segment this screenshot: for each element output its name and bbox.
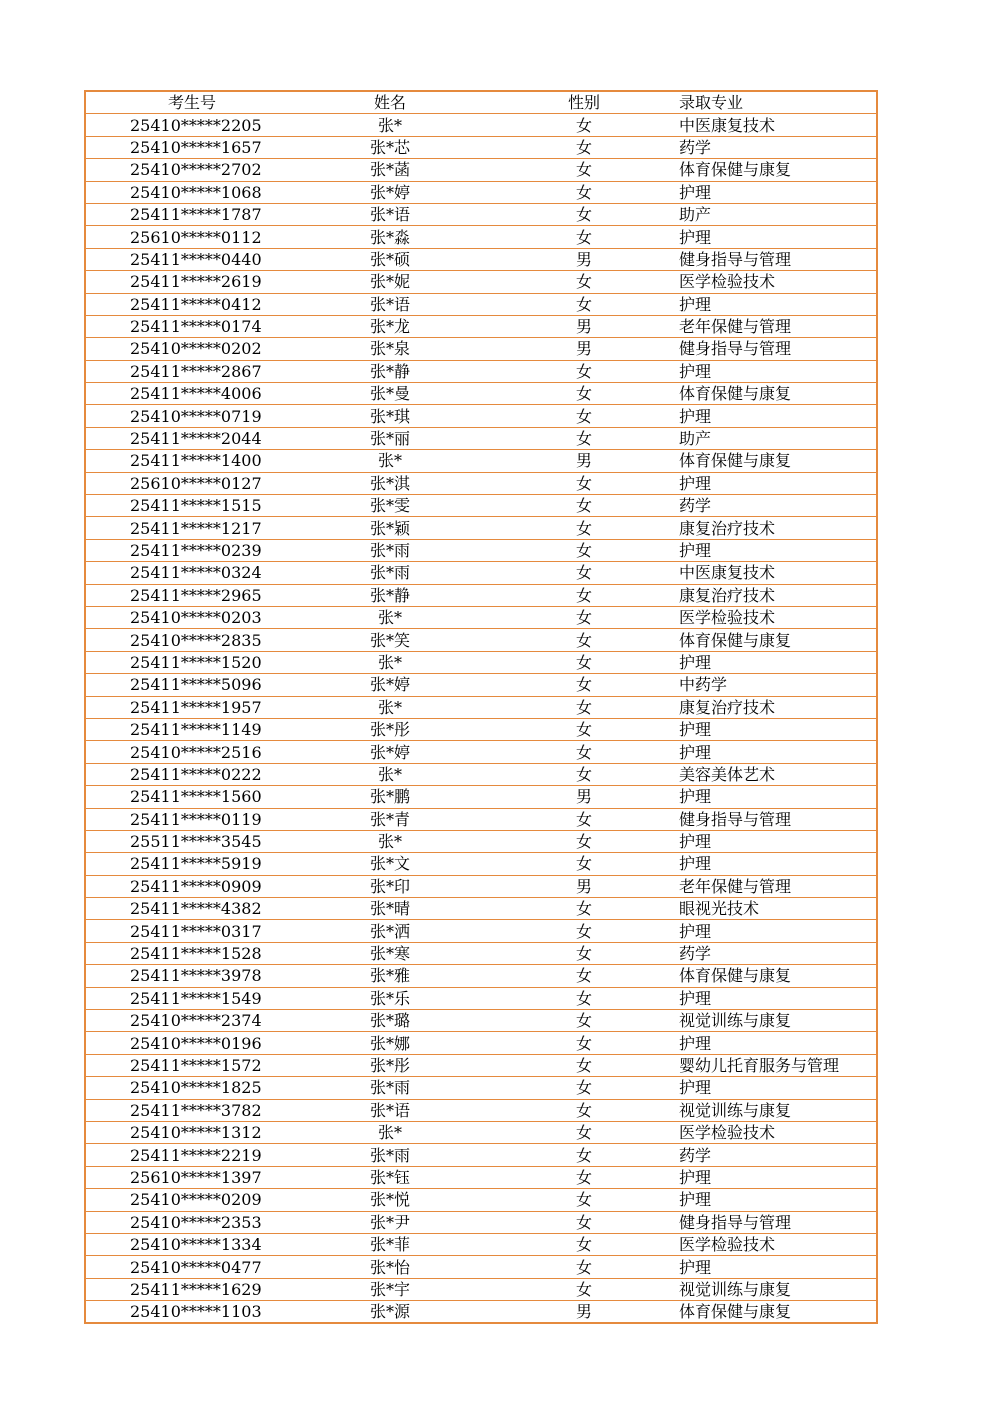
- cell-gender: 男: [489, 1301, 679, 1324]
- table-row: [85, 1099, 877, 1121]
- cell-exam-id: 25411*****1560: [85, 786, 291, 808]
- cell-major: 健身指导与管理: [679, 338, 877, 360]
- table-row: [85, 1301, 877, 1324]
- cell-major: 护理: [679, 226, 877, 248]
- table-row: [85, 965, 877, 987]
- cell-name: 张*淼: [291, 226, 489, 248]
- cell-exam-id: 25411*****4382: [85, 898, 291, 920]
- cell-gender: 女: [489, 1211, 679, 1233]
- cell-major: 医学检验技术: [679, 1233, 877, 1255]
- cell-gender: 女: [489, 203, 679, 225]
- table-row: [85, 405, 877, 427]
- table-row: [85, 1256, 877, 1278]
- cell-gender: 男: [489, 786, 679, 808]
- table-row: [85, 1189, 877, 1211]
- cell-gender: 女: [489, 696, 679, 718]
- cell-exam-id: 25410*****1103: [85, 1301, 291, 1324]
- cell-major: 婴幼儿托育服务与管理: [679, 1054, 877, 1076]
- cell-exam-id: 25411*****4006: [85, 383, 291, 405]
- cell-gender: 女: [489, 629, 679, 651]
- cell-major: 视觉训练与康复: [679, 1010, 877, 1032]
- cell-gender: 男: [489, 450, 679, 472]
- table-row: [85, 248, 877, 270]
- table-row: [85, 1233, 877, 1255]
- cell-exam-id: 25411*****1549: [85, 987, 291, 1009]
- cell-exam-id: 25411*****2965: [85, 584, 291, 606]
- cell-gender: 女: [489, 920, 679, 942]
- cell-gender: 女: [489, 136, 679, 158]
- header-row: [85, 91, 877, 114]
- cell-exam-id: 25411*****0317: [85, 920, 291, 942]
- cell-major: 护理: [679, 405, 877, 427]
- cell-exam-id: 25411*****1629: [85, 1278, 291, 1300]
- cell-name: 张*彤: [291, 1054, 489, 1076]
- cell-gender: 女: [489, 606, 679, 628]
- cell-exam-id: 25410*****0719: [85, 405, 291, 427]
- cell-gender: 女: [489, 1189, 679, 1211]
- cell-gender: 女: [489, 427, 679, 449]
- cell-gender: 女: [489, 181, 679, 203]
- cell-name: 张*菲: [291, 1233, 489, 1255]
- cell-name: 张*青: [291, 808, 489, 830]
- cell-exam-id: 25411*****0174: [85, 315, 291, 337]
- cell-gender: 女: [489, 1144, 679, 1166]
- cell-exam-id: 25410*****1068: [85, 181, 291, 203]
- table-row: [85, 830, 877, 852]
- cell-name: 张*雯: [291, 495, 489, 517]
- table-row: [85, 495, 877, 517]
- cell-major: 康复治疗技术: [679, 517, 877, 539]
- cell-major: 眼视光技术: [679, 898, 877, 920]
- cell-major: 体育保健与康复: [679, 159, 877, 181]
- table-row: [85, 629, 877, 651]
- cell-gender: 女: [489, 898, 679, 920]
- cell-major: 康复治疗技术: [679, 584, 877, 606]
- cell-name: 张*笑: [291, 629, 489, 651]
- cell-major: 医学检验技术: [679, 606, 877, 628]
- cell-major: 健身指导与管理: [679, 808, 877, 830]
- cell-gender: 女: [489, 1278, 679, 1300]
- header-gender: 性别: [567, 93, 600, 113]
- cell-name: 张*乐: [291, 987, 489, 1009]
- cell-major: 药学: [679, 942, 877, 964]
- cell-gender: 女: [489, 987, 679, 1009]
- cell-gender: 女: [489, 1166, 679, 1188]
- cell-exam-id: 25411*****5096: [85, 674, 291, 696]
- cell-name: 张*洒: [291, 920, 489, 942]
- cell-exam-id: 25411*****1528: [85, 942, 291, 964]
- cell-major: 中药学: [679, 674, 877, 696]
- table-row: [85, 136, 877, 158]
- cell-name: 张*静: [291, 360, 489, 382]
- cell-major: 康复治疗技术: [679, 696, 877, 718]
- cell-gender: 女: [489, 763, 679, 785]
- cell-exam-id: 25610*****0127: [85, 472, 291, 494]
- cell-exam-id: 25511*****3545: [85, 830, 291, 852]
- cell-major: 助产: [679, 203, 877, 225]
- cell-major: 健身指导与管理: [679, 1211, 877, 1233]
- table-row: [85, 674, 877, 696]
- cell-exam-id: 25410*****0202: [85, 338, 291, 360]
- cell-gender: 男: [489, 315, 679, 337]
- cell-major: 医学检验技术: [679, 271, 877, 293]
- cell-major: 健身指导与管理: [679, 248, 877, 270]
- cell-name: 张*菡: [291, 159, 489, 181]
- table-row: [85, 1054, 877, 1076]
- cell-name: 张*曼: [291, 383, 489, 405]
- cell-name: 张*悦: [291, 1189, 489, 1211]
- cell-major: 护理: [679, 830, 877, 852]
- table-row: [85, 472, 877, 494]
- cell-exam-id: 25410*****2205: [85, 114, 291, 136]
- cell-gender: 女: [489, 383, 679, 405]
- cell-name: 张*龙: [291, 315, 489, 337]
- cell-name: 张*婷: [291, 181, 489, 203]
- cell-name: 张*文: [291, 853, 489, 875]
- table-row: [85, 427, 877, 449]
- cell-gender: 女: [489, 741, 679, 763]
- table-row: [85, 606, 877, 628]
- cell-exam-id: 25410*****0477: [85, 1256, 291, 1278]
- cell-name: 张*娜: [291, 1032, 489, 1054]
- cell-gender: 女: [489, 830, 679, 852]
- cell-name: 张*语: [291, 293, 489, 315]
- cell-name: 张*雨: [291, 562, 489, 584]
- header-exam-id: 考生号: [168, 93, 217, 113]
- cell-exam-id: 25411*****1572: [85, 1054, 291, 1076]
- cell-major: 体育保健与康复: [679, 450, 877, 472]
- cell-gender: 女: [489, 472, 679, 494]
- cell-exam-id: 25411*****1515: [85, 495, 291, 517]
- table-row: [85, 539, 877, 561]
- cell-name: 张*: [291, 606, 489, 628]
- cell-major: 中医康复技术: [679, 114, 877, 136]
- cell-gender: 女: [489, 718, 679, 740]
- cell-exam-id: 25411*****2867: [85, 360, 291, 382]
- table-row: [85, 786, 877, 808]
- cell-major: 护理: [679, 1032, 877, 1054]
- table-row: [85, 203, 877, 225]
- cell-exam-id: 25410*****2835: [85, 629, 291, 651]
- cell-exam-id: 25411*****1787: [85, 203, 291, 225]
- table-row: [85, 942, 877, 964]
- cell-gender: 女: [489, 226, 679, 248]
- table-row: [85, 1121, 877, 1143]
- table-row: [85, 584, 877, 606]
- table-row: [85, 987, 877, 1009]
- cell-major: 护理: [679, 1077, 877, 1099]
- cell-name: 张*寒: [291, 942, 489, 964]
- admission-table: [84, 90, 878, 1324]
- cell-major: 护理: [679, 539, 877, 561]
- cell-name: 张*: [291, 1121, 489, 1143]
- cell-name: 张*静: [291, 584, 489, 606]
- table-row: [85, 1166, 877, 1188]
- cell-gender: 女: [489, 853, 679, 875]
- cell-major: 美容美体艺术: [679, 763, 877, 785]
- cell-name: 张*尹: [291, 1211, 489, 1233]
- cell-name: 张*雨: [291, 1144, 489, 1166]
- cell-gender: 女: [489, 293, 679, 315]
- cell-exam-id: 25610*****1397: [85, 1166, 291, 1188]
- cell-gender: 男: [489, 875, 679, 897]
- cell-exam-id: 25411*****2044: [85, 427, 291, 449]
- cell-exam-id: 25411*****1149: [85, 718, 291, 740]
- cell-name: 张*语: [291, 1099, 489, 1121]
- cell-major: 药学: [679, 1144, 877, 1166]
- cell-gender: 男: [489, 338, 679, 360]
- cell-gender: 女: [489, 1121, 679, 1143]
- cell-exam-id: 25411*****0324: [85, 562, 291, 584]
- cell-name: 张*雨: [291, 539, 489, 561]
- cell-exam-id: 25411*****0440: [85, 248, 291, 270]
- cell-major: 体育保健与康复: [679, 629, 877, 651]
- cell-name: 张*: [291, 450, 489, 472]
- cell-name: 张*妮: [291, 271, 489, 293]
- table-row: [85, 562, 877, 584]
- cell-gender: 女: [489, 808, 679, 830]
- cell-gender: 女: [489, 159, 679, 181]
- cell-gender: 女: [489, 114, 679, 136]
- cell-name: 张*: [291, 696, 489, 718]
- cell-name: 张*宇: [291, 1278, 489, 1300]
- table-row: [85, 383, 877, 405]
- cell-major: 药学: [679, 136, 877, 158]
- cell-major: 老年保健与管理: [679, 875, 877, 897]
- table-row: [85, 226, 877, 248]
- cell-exam-id: 25410*****2702: [85, 159, 291, 181]
- table-row: [85, 1010, 877, 1032]
- cell-name: 张*泉: [291, 338, 489, 360]
- cell-name: 张*印: [291, 875, 489, 897]
- cell-exam-id: 25410*****0203: [85, 606, 291, 628]
- cell-exam-id: 25410*****2516: [85, 741, 291, 763]
- table-row: [85, 741, 877, 763]
- cell-exam-id: 25411*****1400: [85, 450, 291, 472]
- table-row: [85, 1032, 877, 1054]
- cell-exam-id: 25411*****1957: [85, 696, 291, 718]
- cell-name: 张*婷: [291, 674, 489, 696]
- cell-exam-id: 25410*****0196: [85, 1032, 291, 1054]
- cell-exam-id: 25411*****3782: [85, 1099, 291, 1121]
- cell-name: 张*鹏: [291, 786, 489, 808]
- cell-gender: 男: [489, 248, 679, 270]
- cell-name: 张*淇: [291, 472, 489, 494]
- cell-gender: 女: [489, 1010, 679, 1032]
- cell-gender: 女: [489, 1233, 679, 1255]
- cell-major: 护理: [679, 1256, 877, 1278]
- cell-exam-id: 25411*****1217: [85, 517, 291, 539]
- cell-major: 护理: [679, 1189, 877, 1211]
- cell-exam-id: 25411*****3978: [85, 965, 291, 987]
- cell-name: 张*雅: [291, 965, 489, 987]
- cell-exam-id: 25410*****2374: [85, 1010, 291, 1032]
- cell-major: 护理: [679, 293, 877, 315]
- cell-name: 张*硕: [291, 248, 489, 270]
- cell-gender: 女: [489, 360, 679, 382]
- table-row: [85, 718, 877, 740]
- cell-exam-id: 25410*****1334: [85, 1233, 291, 1255]
- cell-exam-id: 25411*****5919: [85, 853, 291, 875]
- table-header: [85, 91, 877, 114]
- cell-exam-id: 25411*****0239: [85, 539, 291, 561]
- cell-exam-id: 25410*****1825: [85, 1077, 291, 1099]
- table-row: [85, 920, 877, 942]
- header-major: 录取专业: [679, 93, 744, 113]
- cell-exam-id: 25610*****0112: [85, 226, 291, 248]
- cell-name: 张*: [291, 651, 489, 673]
- cell-gender: 女: [489, 584, 679, 606]
- cell-name: 张*璐: [291, 1010, 489, 1032]
- table-row: [85, 808, 877, 830]
- table-row: [85, 159, 877, 181]
- cell-name: 张*: [291, 114, 489, 136]
- cell-exam-id: 25411*****0412: [85, 293, 291, 315]
- cell-gender: 女: [489, 271, 679, 293]
- cell-name: 张*彤: [291, 718, 489, 740]
- cell-major: 体育保健与康复: [679, 965, 877, 987]
- cell-exam-id: 25411*****0909: [85, 875, 291, 897]
- cell-name: 张*语: [291, 203, 489, 225]
- cell-major: 护理: [679, 651, 877, 673]
- table-row: [85, 898, 877, 920]
- table-row: [85, 450, 877, 472]
- cell-gender: 女: [489, 405, 679, 427]
- cell-gender: 女: [489, 495, 679, 517]
- cell-gender: 女: [489, 1032, 679, 1054]
- cell-major: 护理: [679, 181, 877, 203]
- cell-major: 护理: [679, 741, 877, 763]
- cell-major: 视觉训练与康复: [679, 1278, 877, 1300]
- cell-name: 张*晴: [291, 898, 489, 920]
- cell-major: 体育保健与康复: [679, 383, 877, 405]
- table-row: [85, 853, 877, 875]
- cell-gender: 女: [489, 1077, 679, 1099]
- cell-name: 张*怡: [291, 1256, 489, 1278]
- cell-name: 张*琪: [291, 405, 489, 427]
- cell-major: 护理: [679, 718, 877, 740]
- table-row: [85, 114, 877, 136]
- cell-gender: 女: [489, 965, 679, 987]
- cell-gender: 女: [489, 1256, 679, 1278]
- cell-exam-id: 25410*****1312: [85, 1121, 291, 1143]
- cell-major: 护理: [679, 360, 877, 382]
- cell-major: 护理: [679, 786, 877, 808]
- cell-gender: 女: [489, 1099, 679, 1121]
- table-row: [85, 271, 877, 293]
- table-row: [85, 517, 877, 539]
- cell-name: 张*钰: [291, 1166, 489, 1188]
- cell-gender: 女: [489, 674, 679, 696]
- table-row: [85, 315, 877, 337]
- cell-major: 医学检验技术: [679, 1121, 877, 1143]
- cell-exam-id: 25410*****1657: [85, 136, 291, 158]
- cell-major: 护理: [679, 472, 877, 494]
- cell-exam-id: 25411*****0222: [85, 763, 291, 785]
- table-row: [85, 875, 877, 897]
- table-row: [85, 651, 877, 673]
- table-row: [85, 338, 877, 360]
- table-body: [85, 114, 877, 1324]
- cell-name: 张*丽: [291, 427, 489, 449]
- cell-name: 张*雨: [291, 1077, 489, 1099]
- cell-major: 护理: [679, 920, 877, 942]
- cell-gender: 女: [489, 1054, 679, 1076]
- cell-major: 视觉训练与康复: [679, 1099, 877, 1121]
- cell-name: 张*颖: [291, 517, 489, 539]
- cell-major: 护理: [679, 1166, 877, 1188]
- table-row: [85, 1278, 877, 1300]
- cell-major: 药学: [679, 495, 877, 517]
- cell-exam-id: 25410*****0209: [85, 1189, 291, 1211]
- table-row: [85, 360, 877, 382]
- cell-major: 中医康复技术: [679, 562, 877, 584]
- cell-exam-id: 25411*****0119: [85, 808, 291, 830]
- cell-name: 张*: [291, 830, 489, 852]
- cell-major: 护理: [679, 853, 877, 875]
- table-row: [85, 1211, 877, 1233]
- table-row: [85, 181, 877, 203]
- cell-exam-id: 25411*****1520: [85, 651, 291, 673]
- cell-gender: 女: [489, 539, 679, 561]
- header-name: 姓名: [373, 93, 406, 113]
- table-row: [85, 1077, 877, 1099]
- cell-major: 体育保健与康复: [679, 1301, 877, 1324]
- table-row: [85, 763, 877, 785]
- cell-name: 张*婷: [291, 741, 489, 763]
- cell-name: 张*芯: [291, 136, 489, 158]
- table-row: [85, 696, 877, 718]
- cell-exam-id: 25411*****2219: [85, 1144, 291, 1166]
- table-row: [85, 293, 877, 315]
- cell-major: 助产: [679, 427, 877, 449]
- cell-exam-id: 25410*****2353: [85, 1211, 291, 1233]
- cell-name: 张*: [291, 763, 489, 785]
- cell-gender: 女: [489, 517, 679, 539]
- cell-name: 张*源: [291, 1301, 489, 1324]
- cell-gender: 女: [489, 651, 679, 673]
- cell-major: 护理: [679, 987, 877, 1009]
- table-row: [85, 1144, 877, 1166]
- cell-gender: 女: [489, 942, 679, 964]
- cell-major: 老年保健与管理: [679, 315, 877, 337]
- cell-exam-id: 25411*****2619: [85, 271, 291, 293]
- cell-gender: 女: [489, 562, 679, 584]
